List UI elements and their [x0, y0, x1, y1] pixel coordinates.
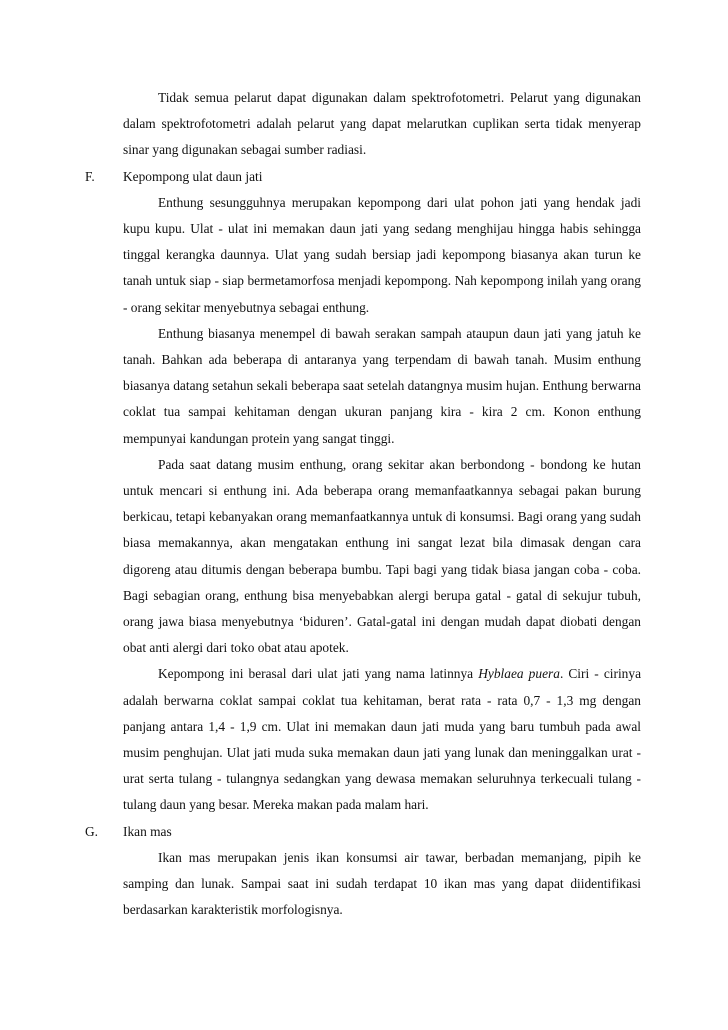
- section-g-paragraph: Ikan mas merupakan jenis ikan konsumsi air tawar, berbadan memanjang, pipih ke samping dan lunak. Sampai saat ini sudah terdapat 10 ikan mas yang dapat diidentifikasi berdasarkan karakteristik morfologisnya.: [123, 849, 641, 918]
- section-f-paragraph-4: [123, 661, 641, 818]
- page-content: [85, 85, 642, 923]
- section-g-letter: G.: [85, 823, 99, 839]
- section-g-heading: [85, 819, 641, 845]
- section-f-paragraph-1: Enthung sesungguhnya merupakan kepompong dari ulat pohon jati yang hendak jadi kupu kupu. Ulat - ulat ini memakan daun jati yang sedang menghijau hingga habis sehingga tinggal kerangka daunnya. Ulat yang sudah bersiap jadi kepompong biasanya akan turun ke tanah untuk siap - siap bermetamorfosa menjadi kepompong. Nah kepompong inilah yang orang - orang sekitar menyebutnya sebagai enthung.: [123, 194, 641, 315]
- intro-paragraph: Tidak semua pelarut dapat digunakan dalam spektrofotometri. Pelarut yang digunakan dalam spektrofotometri adalah pelarut yang dapat melarutkan cuplikan serta tidak menyerap sinar yang digunakan sebagai sumber radiasi.: [123, 90, 641, 158]
- section-f-paragraph-3: Pada saat datang musim enthung, orang sekitar akan berbondong - bondong ke hutan untuk mencari si enthung ini. Ada beberapa orang memanfaatkannya sebagai pakan burung berkicau, tetapi kebanyakan orang memanfaatkannya untuk di konsumsi. Bagi orang yang sudah biasa memakannya, akan mengatakan enthung ini sangat lezat bila dimasak dengan cara digoreng atau ditumis dengan beberapa bumbu. Tapi bagi yang tidak biasa jangan coba - coba. Bagi sebagian orang, enthung bisa menyebabkan alergi berupa gatal - gatal di sekujur tubuh, orang jawa biasa menyebutnya ‘biduren’. Gatal-gatal ini dengan mudah dapat diobati dengan obat anti alergi dari toko obat atau apotek.: [123, 456, 641, 656]
- section-f-letter: F.: [85, 168, 95, 184]
- section-f-heading: [85, 164, 641, 190]
- section-f-paragraph-4-start: Kepompong ini berasal dari ulat jati yang nama latinnya: [158, 666, 479, 682]
- section-f-title: Kepompong ulat daun jati: [123, 168, 263, 184]
- section-g-title: Ikan mas: [123, 823, 172, 839]
- latin-species-name: Hyblaea puera: [478, 666, 560, 682]
- section-f-paragraph-4-end: . Ciri - cirinya adalah berwarna coklat sampai coklat tua kehitaman, berat rata - rata 0,7 - 1,3 mg dengan panjang antara 1,4 - 1,9 cm. Ulat ini memakan daun jati muda yang baru tumbuh pada awal musim penghujan. Ulat jati muda suka memakan daun jati yang lunak dan meninggalkan urat - urat serta tulang - tulangnya sedangkan yang dewasa memakan seluruhnya terkecuali tulang - tulang daun yang besar. Mereka makan pada malam hari.: [123, 666, 642, 813]
- section-f-paragraph-2: Enthung biasanya menempel di bawah serakan sampah ataupun daun jati yang jatuh ke tanah. Bahkan ada beberapa di antaranya yang terpendam di bawah tanah. Musim enthung biasanya datang setahun sekali beberapa saat setelah datangnya musim hujan. Enthung berwarna coklat tua sampai kehitaman dengan ukuran panjang kira - kira 2 cm. Konon enthung mempunyai kandungan protein yang sangat tinggi.: [123, 325, 641, 446]
